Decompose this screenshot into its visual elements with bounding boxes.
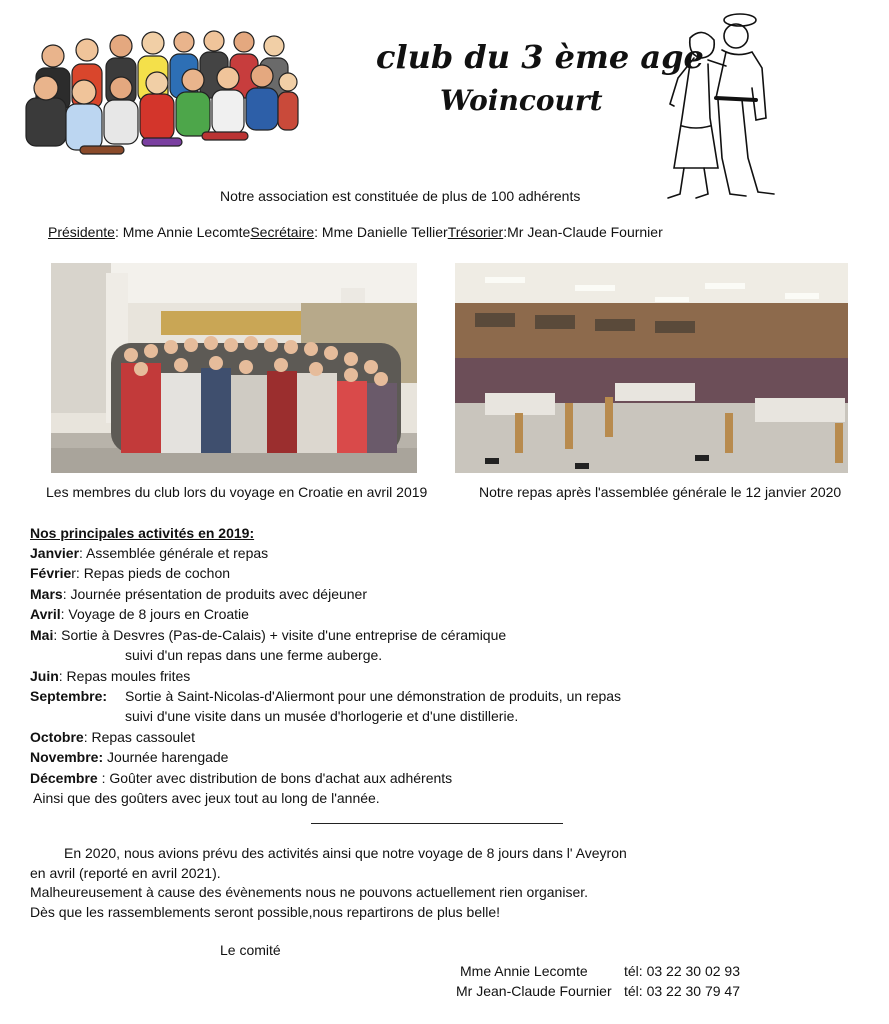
activity-text: : Assemblée générale et repas (79, 545, 269, 561)
activity-item-september (30, 686, 107, 706)
activity-text: : Voyage de 8 jours en Croatie (60, 606, 249, 622)
president-name: : Mme Annie Lecomte (114, 224, 251, 240)
activity-item-march (30, 584, 367, 604)
club-location: Woincourt (440, 84, 603, 117)
activity-month: Juin (30, 668, 59, 684)
president-label: Présidente (48, 224, 115, 240)
activity-item-april (30, 604, 249, 624)
crowd-cartoon-illustration (22, 28, 302, 158)
intro-text: Notre association est constituée de plus de 100 adhérents (220, 188, 581, 204)
elderly-couple-drawing (630, 8, 780, 206)
left-photo-caption: Les membres du club lors du voyage en Croatie en avril 2019 (46, 484, 428, 500)
activity-text: : Goûter avec distribution de bons d'achat aux adhérents (97, 770, 453, 786)
contact-phone: tél: 03 22 30 79 47 (624, 983, 740, 999)
treasurer-name: :Mr Jean-Claude Fournier (503, 224, 663, 240)
activities-heading: Nos principales activités en 2019: (30, 525, 255, 541)
contact-name: Mr Jean-Claude Fournier (456, 983, 612, 999)
activity-month: Avril (30, 606, 61, 622)
section-divider (311, 823, 563, 824)
news-line-4: Dès que les rassemblements seront possible,nous repartirons de plus belle! (30, 904, 501, 920)
activity-item-november (30, 747, 228, 767)
signature: Le comité (220, 942, 281, 958)
activity-item-december (30, 768, 452, 788)
activity-item-may (30, 625, 506, 645)
activity-text: : Repas cassoulet (83, 729, 195, 745)
news-line-2: en avril (reporté en avril 2021). (30, 865, 221, 881)
activity-item-june (30, 666, 190, 686)
activity-month: Décembre (30, 770, 98, 786)
contact-phone: tél: 03 22 30 02 93 (624, 963, 740, 979)
activity-month: Mai (30, 627, 54, 643)
activity-month: Septembre: (30, 688, 108, 704)
group-trip-photo (51, 263, 417, 473)
activity-item-may-continued (125, 645, 382, 665)
club-title: club du 3 ème age (376, 38, 704, 76)
activity-item-september-continued (125, 706, 518, 726)
secretary-name: : Mme Danielle Tellier (314, 224, 448, 240)
secretary-label: Secrétaire (250, 224, 315, 240)
right-photo-caption: Notre repas après l'assemblée générale le 12 janvier 2020 (479, 484, 842, 500)
activity-month: Janvier (30, 545, 80, 561)
activity-text: Journée harengade (103, 749, 229, 765)
news-line-3: Malheureusement à cause des évènements nous ne pouvons actuellement rien organiser. (30, 884, 589, 900)
news-line-1: En 2020, nous avions prévu des activités ainsi que notre voyage de 8 jours dans l' Aveyron (64, 845, 627, 861)
activity-text: : Repas moules frites (58, 668, 191, 684)
activities-closing: Ainsi que des goûters avec jeux tout au long de l'année. (33, 790, 380, 806)
contact-name: Mme Annie Lecomte (460, 963, 588, 979)
banquet-hall-photo (455, 263, 848, 473)
treasurer-label: Trésorier (447, 224, 504, 240)
activity-item-october (30, 727, 195, 747)
activity-text: suivi d'une visite dans un musée d'horlogerie et d'une distillerie. (125, 708, 519, 724)
activity-month: Novembre: (30, 749, 104, 765)
activity-month: Févrie (30, 565, 72, 581)
activity-item-february (30, 563, 230, 583)
activity-month: Octobre (30, 729, 84, 745)
activity-text: Sortie à Saint-Nicolas-d'Aliermont pour une démonstration de produits, un repas (125, 688, 622, 704)
activity-text: r: Repas pieds de cochon (71, 565, 231, 581)
activity-item-january (30, 543, 268, 563)
activity-month: Mars (30, 586, 63, 602)
activity-text: suivi d'un repas dans une ferme auberge. (125, 647, 383, 663)
activity-text: : Journée présentation de produits avec déjeuner (62, 586, 368, 602)
officers-line (48, 222, 663, 242)
activity-text: : Sortie à Desvres (Pas-de-Calais) + visite d'une entreprise de céramique (53, 627, 507, 643)
activity-item-september-text (125, 686, 621, 706)
